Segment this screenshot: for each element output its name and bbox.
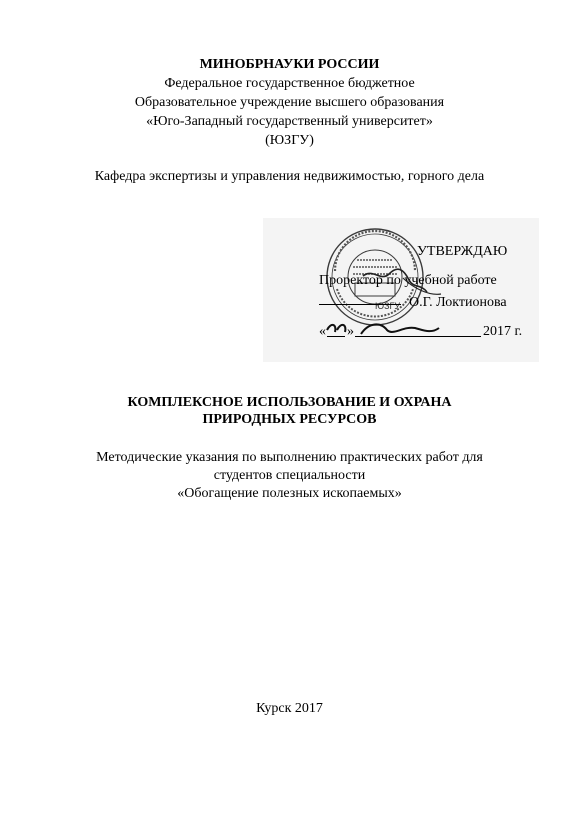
stamp-text: ЮЗГУ xyxy=(375,301,401,311)
approval-block xyxy=(263,218,539,362)
document-title-line-2: ПРИРОДНЫХ РЕСУРСОВ xyxy=(202,412,377,427)
approver-name: О.Г. Локтионова xyxy=(409,295,507,310)
university-name: «Юго-Западный государственный университет» xyxy=(146,114,433,129)
approval-heading: УТВЕРЖДАЮ xyxy=(417,244,508,259)
institution-line-1: Федеральное государственное бюджетное xyxy=(164,76,415,91)
document-title-line-1: КОМПЛЕКСНОЕ ИСПОЛЬЗОВАНИЕ И ОХРАНА xyxy=(127,395,452,410)
ministry-name: МИНОБРНАУКИ РОССИИ xyxy=(199,57,380,72)
date-year: 2017 г. xyxy=(483,324,523,339)
subtitle-line-3: «Обогащение полезных ископаемых» xyxy=(177,486,402,501)
date-quote-open: « xyxy=(319,324,326,339)
handwritten-signature xyxy=(263,218,539,362)
city-year: Курск 2017 xyxy=(256,701,323,716)
subtitle-line-2: студентов специальности xyxy=(213,468,366,483)
university-abbreviation: (ЮЗГУ) xyxy=(265,133,314,148)
date-quote-close: » xyxy=(347,324,354,339)
department-name: Кафедра экспертизы и управления недвижимостью, горного дела xyxy=(94,169,485,184)
approver-position: Проректор по учебной работе xyxy=(319,273,497,288)
subtitle-line-1: Методические указания по выполнению практических работ для xyxy=(96,450,483,465)
institution-line-2: Образовательное учреждение высшего образования xyxy=(134,95,445,110)
